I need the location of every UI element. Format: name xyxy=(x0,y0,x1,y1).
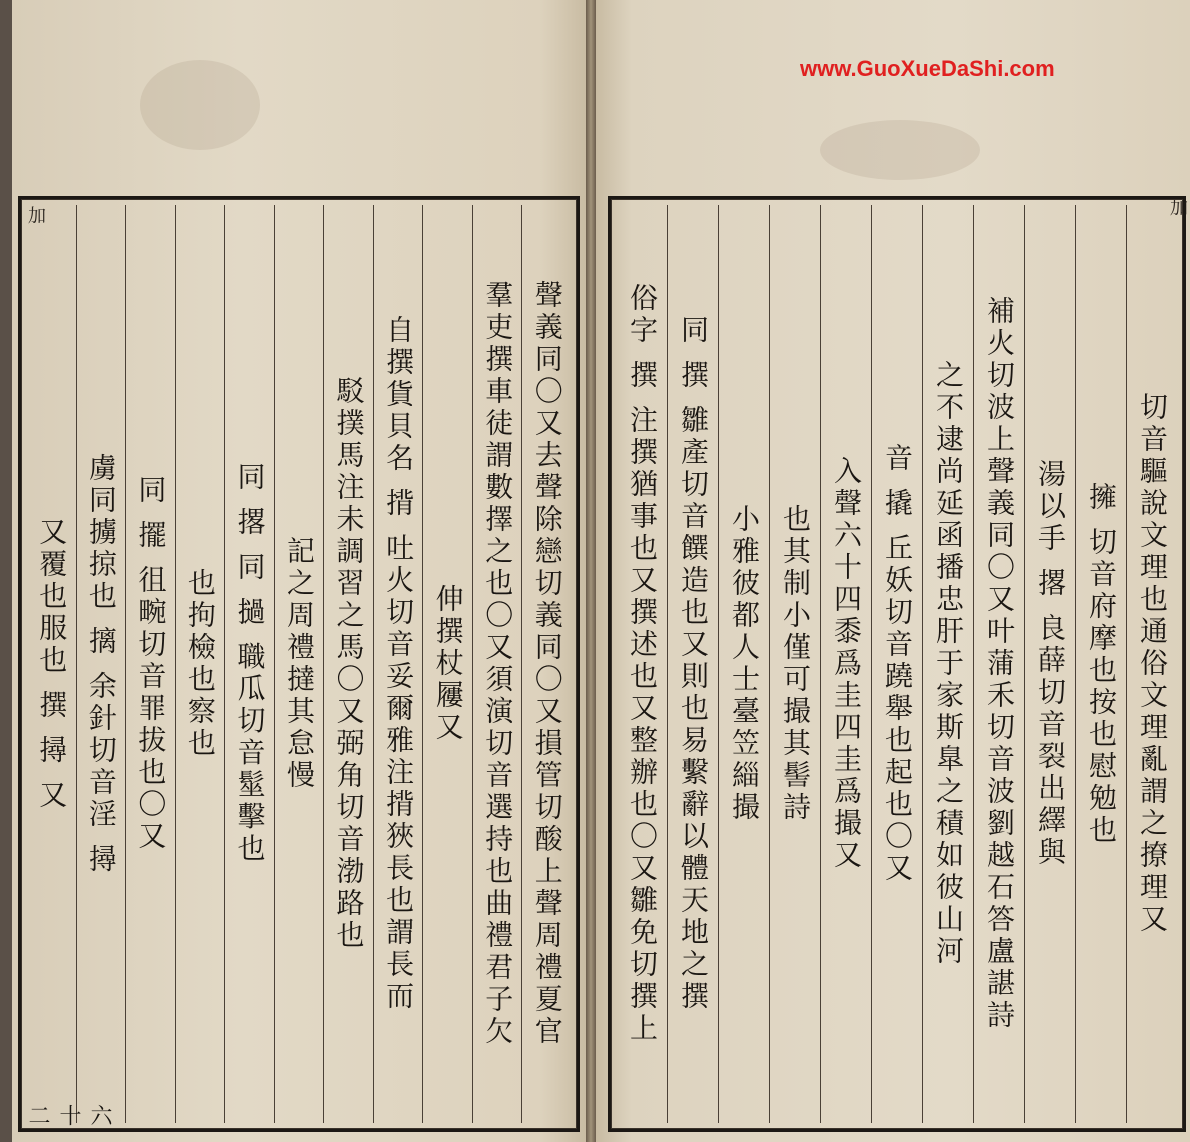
text-column: 自撰貨貝名 揹 吐火切音妥爾雅注揹狹長也謂長而 xyxy=(373,205,423,1123)
text-column: 切音驅說文理也通俗文理亂謂之撩理又 xyxy=(1126,205,1177,1123)
paper-stain xyxy=(820,120,980,180)
text-column: 音 撬 丘妖切音蹺舉也起也〇又 xyxy=(871,205,922,1123)
text-column: 也拘檢也察也 xyxy=(175,205,225,1123)
text-column: 小雅彼都人士臺笠緇撮 xyxy=(718,205,769,1123)
text-column: 補火切波上聲義同〇又叶蒲禾切音波劉越石答盧諶詩 xyxy=(973,205,1024,1123)
book-gutter xyxy=(586,0,596,1142)
text-column: 入聲六十四黍爲圭四圭爲撮又 xyxy=(820,205,871,1123)
text-column: 同 撰 雛產切音饌造也又則也易繫辭以體天地之撰 xyxy=(667,205,718,1123)
text-column: 擁 切音府摩也按也慰勉也 xyxy=(1075,205,1126,1123)
left-text-frame xyxy=(18,196,580,1132)
text-column: 駁撲馬注未調習之馬〇又弼角切音渤路也 xyxy=(323,205,373,1123)
text-column: 記之周禮撻其怠慢 xyxy=(274,205,324,1123)
text-column: 俗字 撰 注撰猶事也又撰述也又整辦也〇又雛免切撰上 xyxy=(626,283,659,1045)
text-column: 同 擺 徂畹切音罪拔也〇又 xyxy=(125,205,175,1123)
text-column: 同 撂 同 撾 職瓜切音髽擊也 xyxy=(224,205,274,1123)
left-margin-mark: 加 xyxy=(25,206,46,224)
text-column: 之不逮尚延函播忠肝于家斯臯之積如彼山河 xyxy=(922,205,973,1123)
text-column: 聲義同〇又去聲除戀切義同〇又損管切酸上聲周禮夏官 xyxy=(521,205,571,1123)
page-number: 六十二 xyxy=(25,1104,112,1126)
text-column: 伸撰杖屨又 xyxy=(422,205,472,1123)
text-column: 羣吏撰車徒謂數擇之也〇又須演切音選持也曲禮君子欠 xyxy=(472,205,522,1123)
watermark-text: www.GuoXueDaShi.com xyxy=(800,56,1055,81)
text-column: 又覆也服也 撰 撏 又 xyxy=(35,516,69,812)
right-text-frame xyxy=(608,196,1186,1132)
text-column: 湯以手 撂 良薛切音裂出繹與 xyxy=(1024,205,1075,1123)
right-columns xyxy=(617,205,1177,1123)
paper-stain xyxy=(140,60,260,150)
text-column: 也其制小僅可撮其髻詩 xyxy=(769,205,820,1123)
text-column: 虜同擄掠也 摛 余針切音淫 撏 xyxy=(76,205,126,1123)
right-margin-mark: 加 xyxy=(1167,198,1188,216)
left-columns xyxy=(27,205,571,1123)
